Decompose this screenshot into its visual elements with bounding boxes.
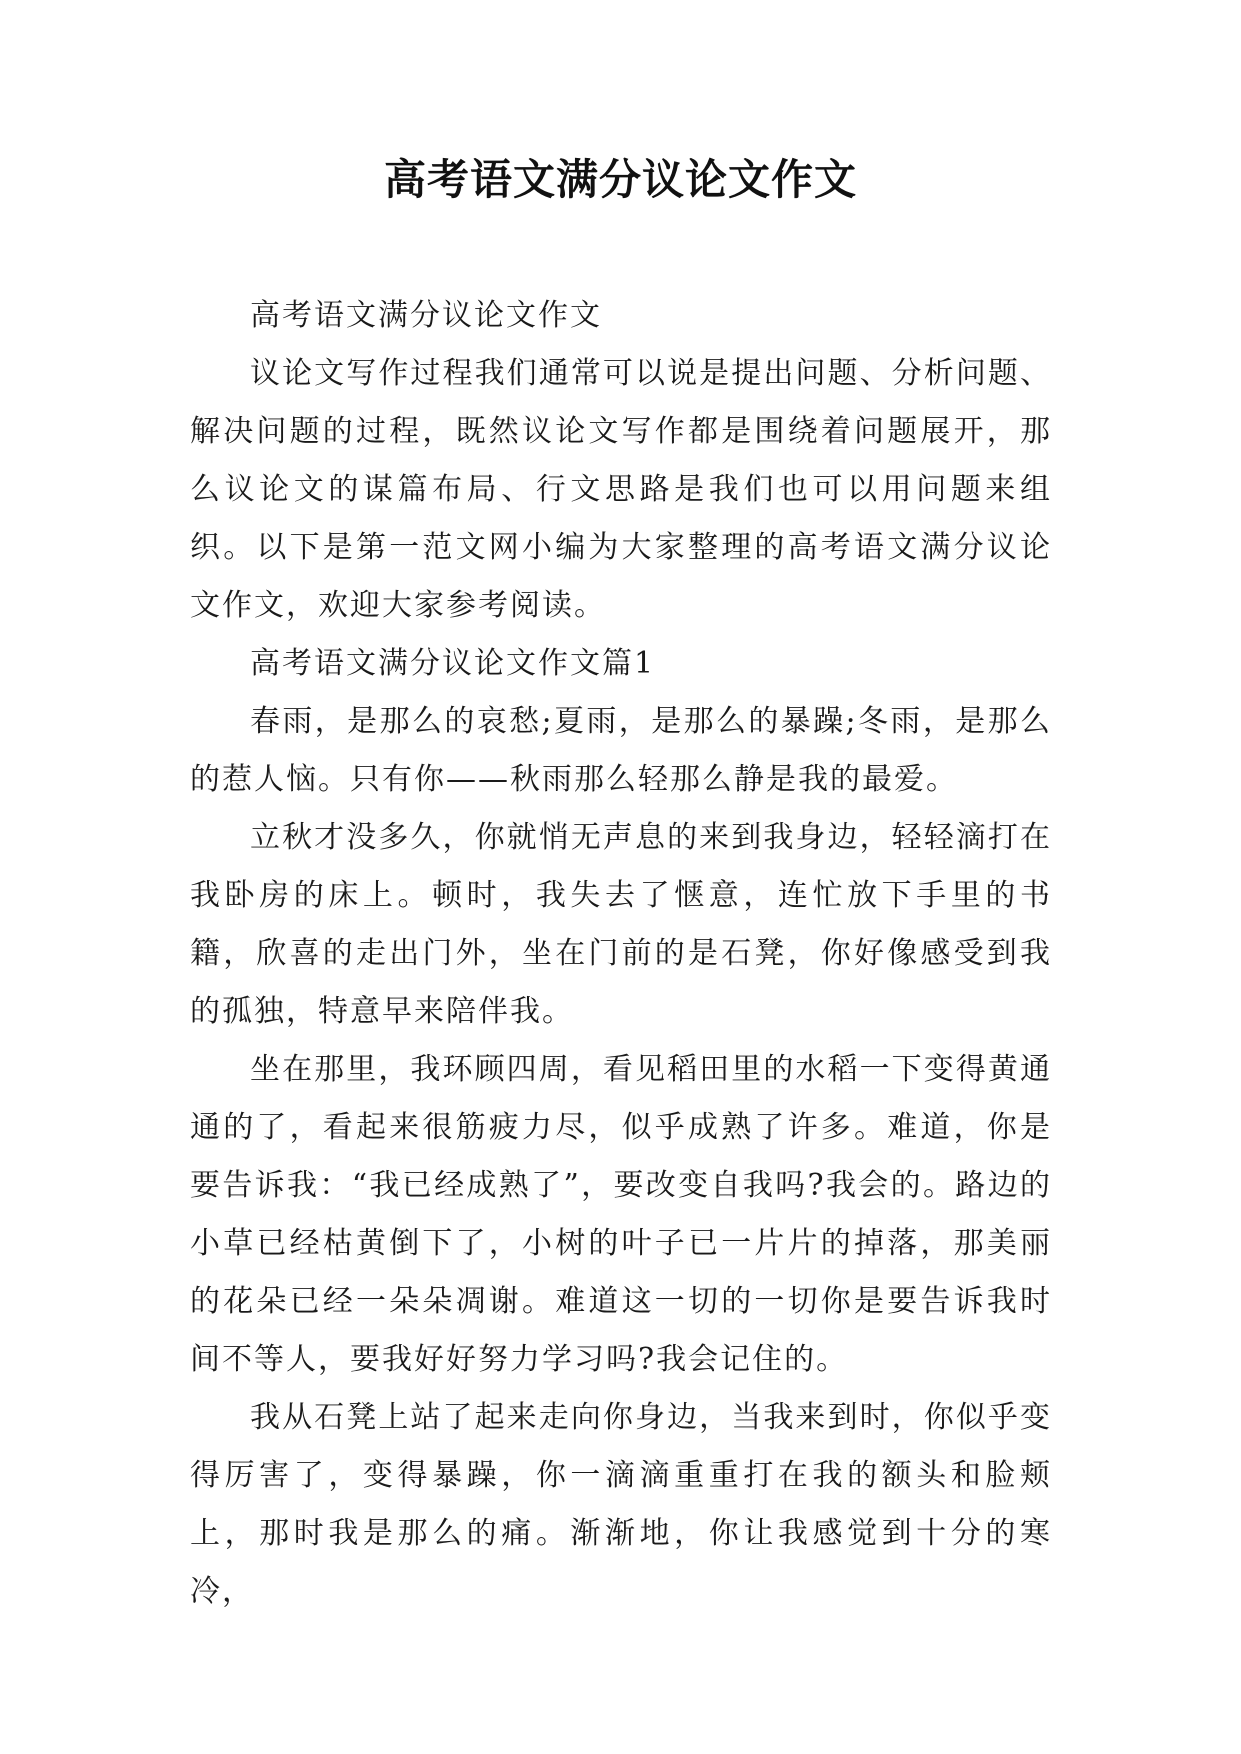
paragraph: 坐在那里，我环顾四周，看见稻田里的水稻一下变得黄通通的了，看起来很筋疲力尽，似乎成熟了许多。难道，你是要告诉我：“我已经成熟了”，要改变自我吗?我会的。路边的小草已经枯黄倒下了，小树的叶子已一片片的掉落，那美丽的花朵已经一朵朵凋谢。难道这一切的一切你是要告诉我时间不等人，要我好好努力学习吗?我会记住的。 [190,1052,1052,1377]
paragraph: 立秋才没多久，你就悄无声息的来到我身边，轻轻滴打在我卧房的床上。顿时，我失去了惬意，连忙放下手里的书籍，欣喜的走出门外，坐在门前的是石凳，你好像感受到我的孤独，特意早来陪伴我。 [190,820,1052,1029]
paragraph: 议论文写作过程我们通常可以说是提出问题、分析问题、解决问题的过程，既然议论文写作都是围绕着问题展开，那么议论文的谋篇布局、行文思路是我们也可以用问题来组织。以下是第一范文网小编为大家整理的高考语文满分议论文作文，欢迎大家参考阅读。 [190,356,1052,623]
paragraph: 高考语文满分议论文作文篇1 [250,646,656,681]
document-body [190,287,1052,1621]
paragraph: 高考语文满分议论文作文 [250,298,602,333]
paragraph: 我从石凳上站了起来走向你身边，当我来到时，你似乎变得厉害了，变得暴躁，你一滴滴重重打在我的额头和脸颊上，那时我是那么的痛。渐渐地，你让我感觉到十分的寒冷， [190,1400,1052,1609]
paragraph: 春雨，是那么的哀愁;夏雨，是那么的暴躁;冬雨，是那么的惹人恼。只有你——秋雨那么轻那么静是我的最爱。 [190,704,1052,797]
document-title: 高考语文满分议论文作文 [383,155,857,204]
